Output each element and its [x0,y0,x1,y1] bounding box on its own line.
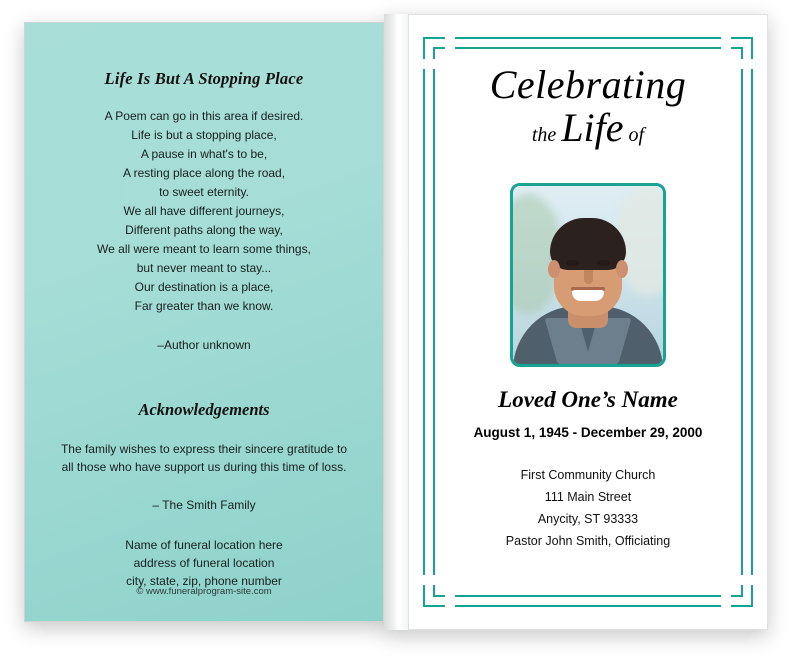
cover-page [408,14,768,630]
service-line: 111 Main Street [544,490,632,504]
cover-heading-line1: Celebrating [489,62,687,107]
cover-heading [443,63,733,173]
poem-line: A Poem can go in this area if desired. [104,109,304,123]
booklet-spine [384,14,408,630]
open-booklet [24,14,768,630]
poem-line: Life is but a stopping place, [131,128,277,142]
frame-notch [721,583,731,613]
frame-notch [417,59,445,69]
life-dates: August 1, 1945 - December 29, 2000 [473,425,703,440]
poem-body [49,107,359,316]
service-line: First Community Church [520,468,656,482]
poem-line: We all have different journeys, [123,204,285,218]
poem-line: but never meant to stay... [136,261,272,275]
acknowledgements-line: all those who have support us during this time of loss. [61,460,347,474]
poem-line: A resting place along the road, [122,166,286,180]
location-line: city, state, zip, phone number [126,574,282,588]
deceased-name: Loved One’s Name [498,387,678,412]
portrait-photo [510,183,666,367]
poem-author: –Author unknown [157,338,251,352]
cover-heading-life: Life [561,105,624,150]
poem-line: Far greater than we know. [134,299,274,313]
funeral-location [49,536,359,590]
inside-page [24,22,384,622]
acknowledgements-line: The family wishes to express their sincere gratitude to [60,442,348,456]
poem-line: A pause in what's to be, [140,147,268,161]
acknowledgements-body [49,440,359,476]
poem-line: to sweet eternity. [159,185,249,199]
family-signature: – The Smith Family [152,498,256,512]
photo-brow-left [564,252,581,257]
photo-brow-right [596,252,613,257]
photo-hair [550,218,626,270]
photo-nose [584,270,593,284]
frame-notch [731,59,759,69]
cover-heading-the: the [531,124,557,146]
poem-line: Our destination is a place, [134,280,274,294]
photo-eye-right [597,260,610,266]
location-line: Name of funeral location here [125,538,283,552]
poem-line: We all were meant to learn some things, [97,242,311,256]
photo-ear-left [548,260,560,278]
acknowledgements-title: Acknowledgements [138,400,270,419]
photo-ear-right [616,260,628,278]
frame-notch [731,575,759,585]
frame-notch [417,575,445,585]
poem-line: Different paths along the way, [125,223,283,237]
cover-heading-line2 [443,107,733,156]
site-credit: © www.funeralprogram-site.com [136,586,272,597]
photo-smile [572,290,604,301]
frame-notch [445,583,455,613]
photo-eye-left [566,260,579,266]
poem-title: Life Is But A Stopping Place [104,69,304,88]
service-line: Pastor John Smith, Officiating [505,534,671,548]
location-line: address of funeral location [133,556,275,570]
service-line: Anycity, ST 93333 [537,512,639,526]
cover-heading-of: of [628,124,645,146]
service-information [443,464,733,552]
